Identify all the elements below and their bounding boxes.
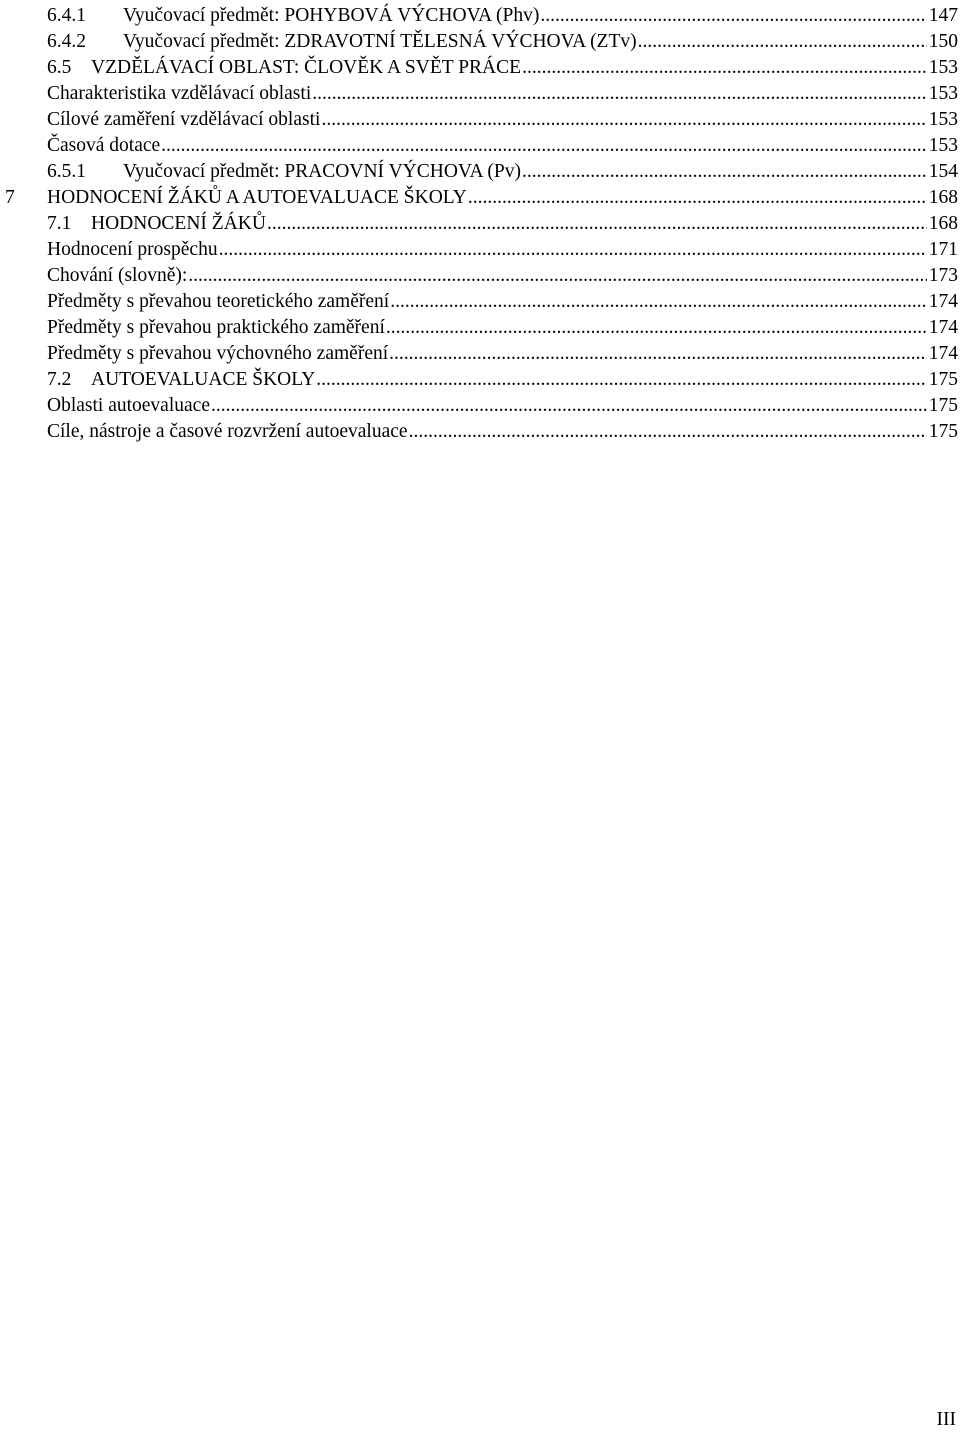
toc-entry[interactable] [0, 315, 958, 341]
toc-entry-title: Vyučovací předmět: ZDRAVOTNÍ TĚLESNÁ VÝCHOVA (ZTv) [123, 31, 637, 52]
toc-entry-number: 7.1 [47, 213, 72, 234]
toc-entry-page: 175 [928, 421, 958, 442]
toc-entry[interactable] [0, 367, 958, 393]
toc-entry-title: HODNOCENÍ ŽÁKŮ [91, 213, 266, 234]
toc-entry-title: Cílové zaměření vzdělávací oblasti [47, 109, 321, 130]
toc-entry[interactable] [0, 211, 958, 237]
toc-entry-number: 6.4.2 [47, 31, 86, 52]
toc-entry-page: 168 [928, 213, 958, 234]
toc-entry-title: Časová dotace [47, 135, 161, 156]
toc-dot-leader [211, 393, 927, 419]
toc-entry-page: 153 [928, 57, 958, 78]
toc-entry-page: 150 [928, 31, 958, 52]
toc-entry-title: Vyučovací předmět: PRACOVNÍ VÝCHOVA (Pv) [123, 161, 521, 182]
table-of-contents [0, 3, 958, 445]
toc-entry[interactable] [0, 81, 958, 107]
toc-entry[interactable] [0, 55, 958, 81]
toc-entry-page: 147 [928, 5, 958, 26]
toc-dot-leader [522, 55, 927, 81]
toc-entry-page: 174 [928, 291, 958, 312]
toc-entry-page: 175 [928, 369, 958, 390]
toc-dot-leader [219, 237, 927, 263]
toc-entry[interactable] [0, 393, 958, 419]
toc-entry[interactable] [0, 159, 958, 185]
toc-entry-title: Předměty s převahou teoretického zaměření [47, 291, 390, 312]
toc-entry-page: 154 [928, 161, 958, 182]
toc-entry-title: Oblasti autoevaluace [47, 395, 210, 416]
toc-entry-title: Cíle, nástroje a časové rozvržení autoevaluace [47, 421, 408, 442]
toc-entry-title: Charakteristika vzdělávací oblasti [47, 83, 312, 104]
toc-dot-leader [188, 263, 927, 289]
toc-dot-leader [312, 81, 927, 107]
toc-dot-leader [386, 315, 927, 341]
toc-dot-leader [468, 185, 927, 211]
toc-entry-title: HODNOCENÍ ŽÁKŮ A AUTOEVALUACE ŠKOLY [47, 187, 467, 208]
toc-entry[interactable] [0, 3, 958, 29]
toc-entry[interactable] [0, 341, 958, 367]
toc-dot-leader [321, 107, 927, 133]
toc-entry-title: Předměty s převahou praktického zaměření [47, 317, 385, 338]
toc-entry-page: 153 [928, 135, 958, 156]
toc-entry-number: 6.5.1 [47, 161, 86, 182]
toc-entry-page: 171 [928, 239, 958, 260]
toc-entry-title: AUTOEVALUACE ŠKOLY [91, 369, 316, 390]
toc-entry-title: Vyučovací předmět: POHYBOVÁ VÝCHOVA (Phv) [123, 5, 540, 26]
toc-entry[interactable] [0, 107, 958, 133]
toc-entry-title: VZDĚLÁVACÍ OBLAST: ČLOVĚK A SVĚT PRÁCE [91, 57, 522, 78]
toc-entry-page: 175 [928, 395, 958, 416]
toc-dot-leader [390, 289, 927, 315]
toc-entry-number: 6.4.1 [47, 5, 86, 26]
toc-entry-page: 153 [928, 109, 958, 130]
toc-entry-number: 7.2 [47, 369, 72, 390]
toc-entry[interactable] [0, 419, 958, 445]
toc-entry-page: 153 [928, 83, 958, 104]
toc-entry-number: 6.5 [47, 57, 72, 78]
toc-dot-leader [409, 419, 927, 445]
toc-dot-leader [389, 341, 927, 367]
toc-entry-title: Chování (slovně): [47, 265, 188, 286]
toc-entry[interactable] [0, 185, 958, 211]
toc-entry[interactable] [0, 289, 958, 315]
toc-dot-leader [161, 133, 927, 159]
toc-dot-leader [540, 3, 927, 29]
toc-entry[interactable] [0, 133, 958, 159]
toc-entry-page: 168 [928, 187, 958, 208]
page-number: III [936, 1409, 956, 1430]
toc-entry-page: 174 [928, 343, 958, 364]
toc-dot-leader [316, 367, 927, 393]
toc-entry-page: 173 [928, 265, 958, 286]
toc-entry[interactable] [0, 29, 958, 55]
toc-entry-page: 174 [928, 317, 958, 338]
toc-dot-leader [522, 159, 927, 185]
toc-entry-title: Předměty s převahou výchovného zaměření [47, 343, 389, 364]
toc-entry-number: 7 [5, 187, 15, 208]
toc-dot-leader [638, 29, 927, 55]
toc-entry[interactable] [0, 263, 958, 289]
toc-dot-leader [267, 211, 927, 237]
toc-entry[interactable] [0, 237, 958, 263]
toc-entry-title: Hodnocení prospěchu [47, 239, 218, 260]
